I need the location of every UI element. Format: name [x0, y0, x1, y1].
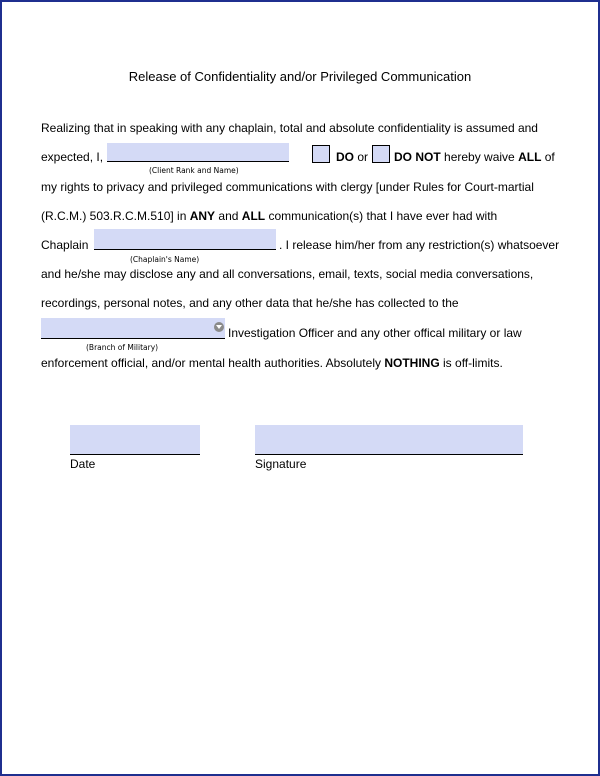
chaplain-name-caption: (Chaplain's Name): [130, 255, 200, 264]
branch-caption: (Branch of Military): [86, 343, 159, 352]
hereby-text: hereby waive: [444, 150, 515, 164]
all-label-2: ALL: [241, 209, 266, 223]
do-not-label: DO NOT: [394, 150, 441, 164]
or-label: or: [357, 150, 369, 164]
of-text: of: [544, 150, 555, 164]
date-label: Date: [70, 457, 96, 471]
body-line-6: and he/she may disclose any and all conversations, email, texts, social media conversations,: [41, 267, 534, 281]
signature-label: Signature: [255, 457, 307, 471]
signature-field[interactable]: [255, 425, 523, 455]
any-label: ANY: [189, 209, 216, 223]
chevron-down-icon[interactable]: [214, 322, 224, 332]
all-label: ALL: [518, 150, 542, 164]
body-line-8-rest: Investigation Officer and any other offical military or law: [228, 326, 522, 340]
branch-dropdown[interactable]: [41, 318, 225, 339]
body-line-3: my rights to privacy and privileged communications with clergy [under Rules for Court-martial: [41, 180, 534, 194]
communications-text: communication(s) that I have ever had with: [268, 209, 498, 223]
body-line-4: [41, 209, 497, 223]
body-line-1: Realizing that in speaking with any chaplain, total and absolute confidentiality is assumed and: [41, 121, 538, 135]
off-limits-text: is off-limits.: [443, 356, 503, 370]
do-label: DO: [336, 150, 354, 164]
nothing-label: NOTHING: [384, 356, 440, 370]
enforcement-text: enforcement official, and/or mental health authorities. Absolutely: [41, 356, 381, 370]
body-line-9: [41, 356, 503, 370]
do-checkbox[interactable]: [312, 145, 330, 163]
body-line-5-rest: . I release him/her from any restriction(s) whatsoever: [279, 238, 560, 252]
body-line-2-prefix: expected, I,: [41, 150, 104, 164]
rcm-text: (R.C.M.) 503.R.C.M.510] in: [41, 209, 187, 223]
client-name-caption: (Client Rank and Name): [149, 166, 239, 175]
chaplain-label: Chaplain: [41, 238, 89, 252]
and-text: and: [218, 209, 239, 223]
date-field[interactable]: [70, 425, 200, 455]
client-name-field[interactable]: [107, 143, 289, 162]
body-line-7: recordings, personal notes, and any other data that he/she has collected to the: [41, 296, 459, 310]
chaplain-name-field[interactable]: [94, 229, 276, 250]
body-line-2-end: [394, 150, 555, 164]
document-title: Release of Confidentiality and/or Privileged Communication: [128, 69, 472, 84]
do-not-checkbox[interactable]: [372, 145, 390, 163]
body-line-2-rest: [336, 150, 368, 164]
